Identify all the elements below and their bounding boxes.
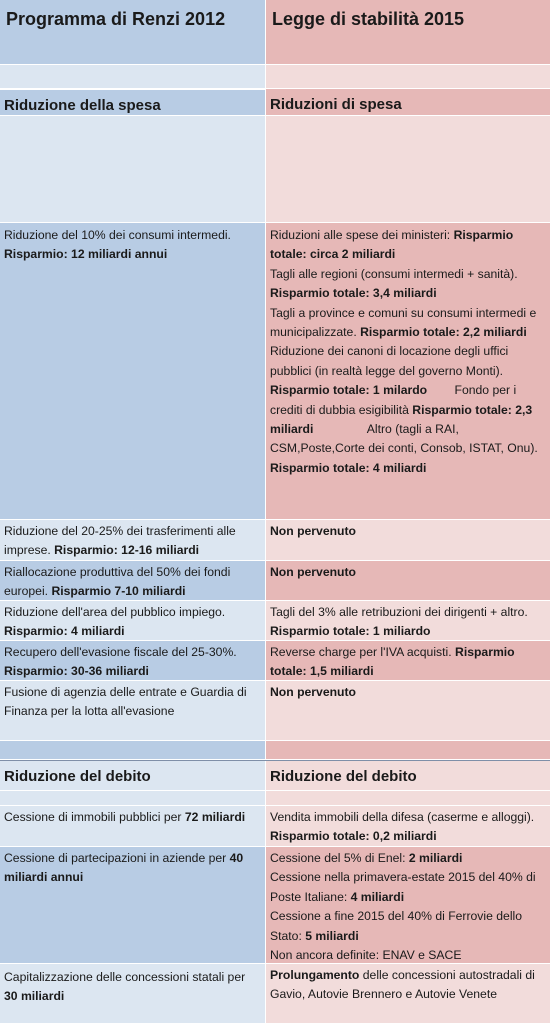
spacer-row [0, 791, 550, 806]
section-title-left: Riduzione del debito [0, 761, 266, 791]
section-row-spesa [0, 89, 550, 116]
row-evasione-right: Reverse charge per l'IVA acquisti. Risparmio totale: 1,5 miliardi [266, 641, 550, 681]
section-title-left: Riduzione della spesa [0, 89, 266, 116]
row-fondi-europei-right: Non pervenuto [266, 561, 550, 601]
spacer-row [0, 741, 550, 760]
row-partecipazioni-left: Cessione di partecipazioni in aziende per 40 miliardi annui [0, 847, 266, 964]
header-right: Legge di stabilità 2015 [266, 0, 550, 65]
header-row [0, 0, 550, 65]
row-immobili-left: Cessione di immobili pubblici per 72 miliardi [0, 806, 266, 847]
spacer-right [266, 741, 550, 760]
table-row [0, 806, 550, 847]
row-immobili-right: Vendita immobili della difesa (caserme e alloggi). Risparmio totale: 0,2 miliardi [266, 806, 550, 847]
row-consumi-right: Riduzioni alle spese dei ministeri: Risparmio totale: circa 2 miliardi Tagli alle regioni (consumi intermedi + sanità). Risparmio totale: 3,4 miliardi Tagli a province e comuni su consumi intermedi e municipalizzate. Risparmio totale: 2,2 miliardi Riduzione dei canoni di locazione degli uffici pubblici (in realtà legge del governo Monti). Risparmio totale: 1 milardo Fondo per i crediti di dubbia esigibilità Risparmio totale: 2,3 miliardi Altro (tagli a RAI, CSM,Poste,Corte dei conti, Consob, ISTAT, Onu). Risparmio totale: 4 miliardi [266, 223, 550, 520]
row-partecipazioni-right: Cessione del 5% di Enel: 2 miliardi Cessione nella primavera-estate 2015 del 40% di Poste Italiane: 4 miliardi Cessione a fine 2015 del 40% di Ferrovie dello Stato: 5 miliardi Non ancora definite: ENAV e SACE [266, 847, 550, 964]
empty-right [266, 116, 550, 223]
row-consumi-left: Riduzione del 10% dei consumi intermedi. Risparmio: 12 miliardi annui [0, 223, 266, 520]
spacer-left [0, 791, 266, 806]
row-pubblico-impiego-left: Riduzione dell'area del pubblico impiego. Risparmio: 4 miliardi [0, 601, 266, 641]
table-row [0, 520, 550, 561]
row-concessioni-right: Prolungamento delle concessioni autostradali di Gavio, Autovie Brennero e Autovie Venete [266, 964, 550, 1024]
table-row [0, 681, 550, 741]
table-row [0, 964, 550, 1024]
empty-left [0, 116, 266, 223]
row-evasione-left: Recupero dell'evasione fiscale del 25-30%. Risparmio: 30-36 miliardi [0, 641, 266, 681]
row-trasferimenti-left: Riduzione del 20-25% dei trasferimenti alle imprese. Risparmio: 12-16 miliardi [0, 520, 266, 561]
spacer-left [0, 65, 266, 89]
section-row-debito [0, 760, 550, 791]
table-row [0, 847, 550, 964]
table-row [0, 223, 550, 520]
row-fusione-left: Fusione di agenzia delle entrate e Guardia di Finanza per la lotta all'evasione [0, 681, 266, 741]
row-concessioni-left: Capitalizzazione delle concessioni statali per 30 miliardi [0, 964, 266, 1024]
section-title-right: Riduzioni di spesa [266, 89, 550, 116]
spacer-right [266, 65, 550, 89]
empty-row [0, 116, 550, 223]
section-title-right: Riduzione del debito [266, 761, 550, 791]
spacer-right [266, 791, 550, 806]
row-trasferimenti-right: Non pervenuto [266, 520, 550, 561]
spacer-row [0, 65, 550, 89]
row-pubblico-impiego-right: Tagli del 3% alle retribuzioni dei dirigenti + altro. Risparmio totale: 1 miliardo [266, 601, 550, 641]
table-row [0, 601, 550, 641]
table-row [0, 641, 550, 681]
spacer-left [0, 741, 266, 760]
table-row [0, 561, 550, 601]
row-fondi-europei-left: Riallocazione produttiva del 50% dei fondi europei. Risparmio 7-10 miliardi [0, 561, 266, 601]
row-fusione-right: Non pervenuto [266, 681, 550, 741]
header-left: Programma di Renzi 2012 [0, 0, 266, 65]
